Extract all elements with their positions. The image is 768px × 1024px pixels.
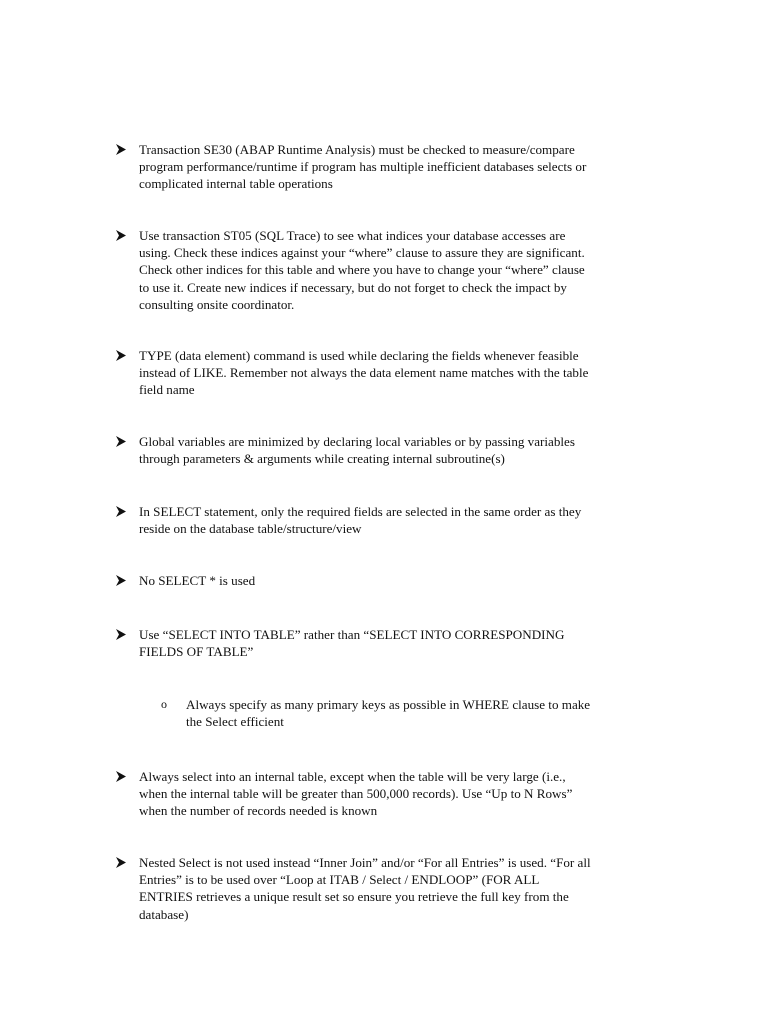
text-line: Always select into an internal table, except when the table will be very large (i.e., <box>139 769 566 784</box>
text-line: Global variables are minimized by declaring local variables or by passing variables <box>139 434 575 449</box>
text-line: Use “SELECT INTO TABLE” rather than “SELECT INTO CORRESPONDING <box>139 627 565 642</box>
text-line: the Select efficient <box>186 714 284 730</box>
text-line: In SELECT statement, only the required fields are selected in the same order as they <box>139 504 582 519</box>
bullet-text <box>139 503 674 537</box>
bullet-text <box>139 433 674 467</box>
arrowhead-bullet-icon <box>114 433 134 450</box>
arrowhead-bullet-icon <box>114 854 134 871</box>
bullet-text <box>139 572 674 589</box>
text-line: when the number of records needed is known <box>139 803 378 819</box>
circle-bullet-icon: o <box>161 697 167 711</box>
bullet-text <box>186 696 681 730</box>
arrowhead-bullet-icon <box>114 141 134 158</box>
text-line: field name <box>139 382 195 398</box>
bullet-text <box>139 626 674 660</box>
text-line: to use it. Create new indices if necessary, but do not forget to check the impact by <box>139 279 567 295</box>
bullet-item-select-fields <box>114 503 674 537</box>
bullet-item-internal-table <box>114 768 674 820</box>
arrowhead-bullet-icon <box>114 768 134 785</box>
bullet-text <box>139 141 674 193</box>
text-line: Use transaction ST05 (SQL Trace) to see what indices your database accesses are <box>139 228 566 243</box>
text-line: Nested Select is not used instead “Inner Join” and/or “For all Entries” is used. “For all <box>139 855 591 870</box>
text-line: Transaction SE30 (ABAP Runtime Analysis) must be checked to measure/compare <box>139 142 575 157</box>
bullet-item-se30 <box>114 141 674 193</box>
text-line: TYPE (data element) command is used while declaring the fields whenever feasible <box>139 348 579 363</box>
bullet-item-no-select-star <box>114 572 674 589</box>
sub-bullet-item-primary-keys <box>161 696 681 730</box>
text-line: through parameters & arguments while creating internal subroutine(s) <box>139 451 505 467</box>
arrowhead-bullet-icon <box>114 572 134 589</box>
text-line: ENTRIES retrieves a unique result set so ensure you retrieve the full key from the <box>139 889 569 905</box>
arrowhead-bullet-icon <box>114 347 134 364</box>
bullet-item-global-variables <box>114 433 674 467</box>
text-line: database) <box>139 906 189 922</box>
bullet-item-type <box>114 347 674 399</box>
text-line: No SELECT * is used <box>139 573 256 588</box>
bullet-item-st05 <box>114 227 674 313</box>
text-line: when the internal table will be greater than 500,000 records). Use “Up to N Rows” <box>139 786 573 802</box>
text-line: Check other indices for this table and where you have to change your “where” clause <box>139 262 585 278</box>
bullet-text <box>139 227 674 313</box>
arrowhead-bullet-icon <box>114 227 134 244</box>
text-line: Entries” is to be used over “Loop at ITAB / Select / ENDLOOP” (FOR ALL <box>139 872 540 888</box>
text-line: Always specify as many primary keys as possible in WHERE clause to make <box>186 697 591 712</box>
text-line: instead of LIKE. Remember not always the data element name matches with the table <box>139 365 589 381</box>
text-line: program performance/runtime if program has multiple inefficient databases selects or <box>139 159 587 175</box>
bullet-item-select-into-table <box>114 626 674 660</box>
bullet-text <box>139 347 674 399</box>
arrowhead-bullet-icon <box>114 503 134 520</box>
text-line: consulting onsite coordinator. <box>139 296 295 312</box>
text-line: complicated internal table operations <box>139 176 333 192</box>
bullet-text <box>139 854 674 923</box>
text-line: using. Check these indices against your “where” clause to assure they are significant. <box>139 245 585 261</box>
bullet-text <box>139 768 674 820</box>
bullet-item-nested-select <box>114 854 674 923</box>
text-line: FIELDS OF TABLE” <box>139 644 254 660</box>
text-line: reside on the database table/structure/view <box>139 521 362 537</box>
arrowhead-bullet-icon <box>114 626 134 643</box>
